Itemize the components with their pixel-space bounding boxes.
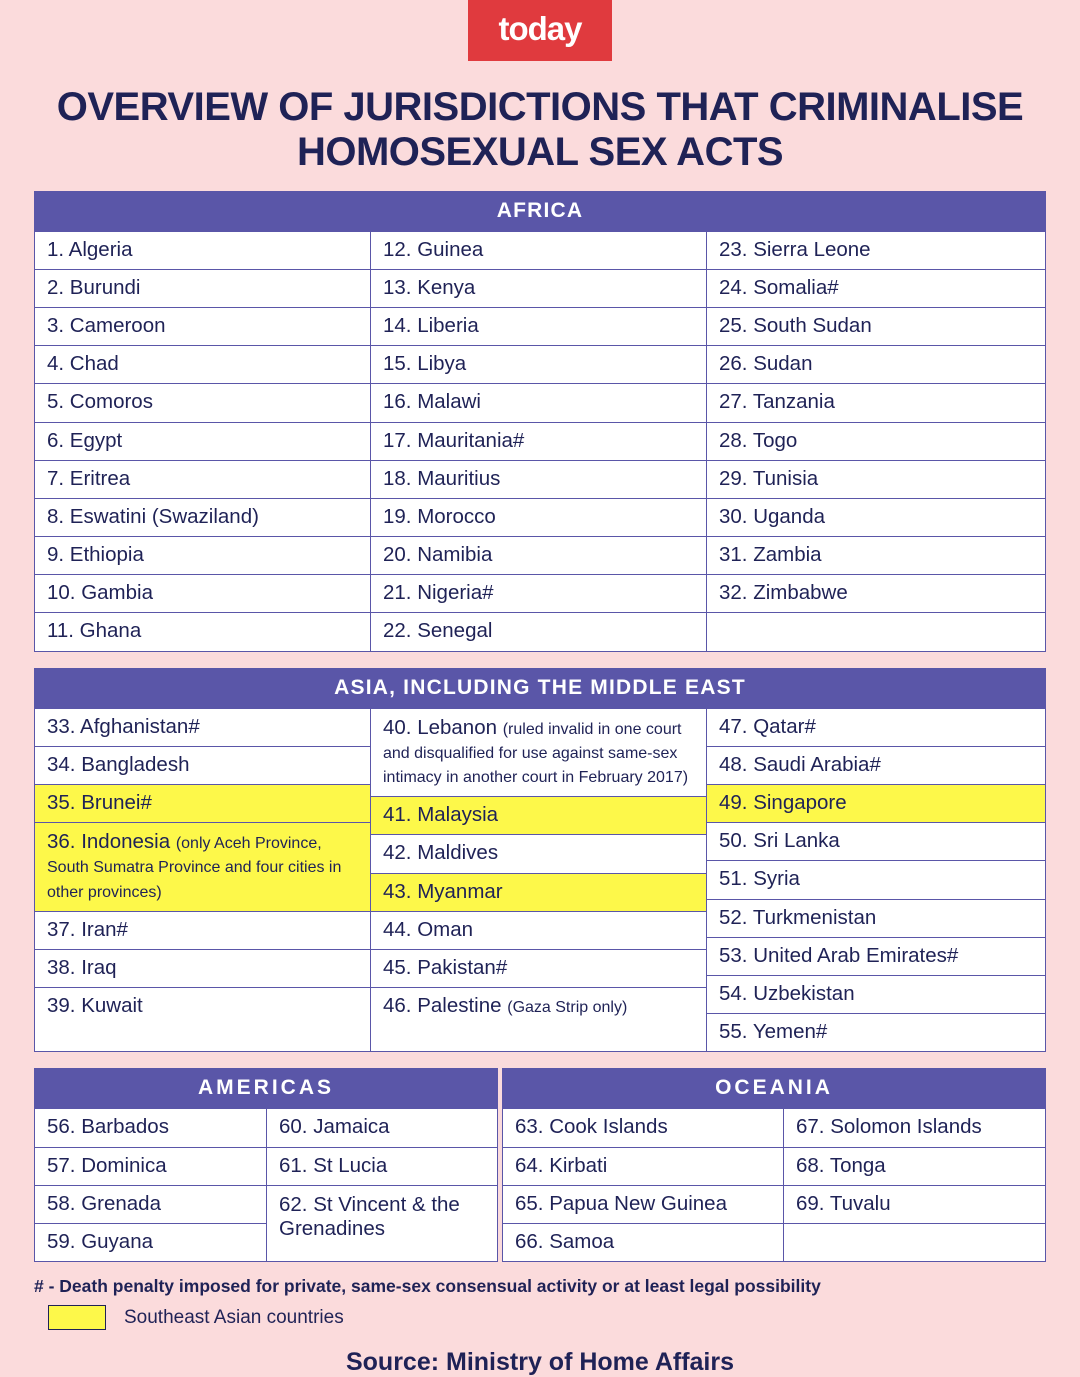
list-item: 13. Kenya [371,270,706,308]
list-item: 8. Eswatini (Swaziland) [35,499,370,537]
list-item-label: 38. Iraq [47,955,117,979]
list-item: 5. Comoros [35,384,370,422]
brand-logo-wrap [34,0,1046,61]
list-item: 28. Togo [707,423,1045,461]
list-item [707,823,1045,861]
list-item-label: 46. Palestine [383,994,502,1018]
list-item [707,747,1045,785]
section-asia [34,668,1046,1053]
list-item-label: 44. Oman [383,917,474,941]
list-item-note: (ruled invalid in one court and disqualified for use against same-sex intimacy in another court in February 2017) [383,720,689,787]
list-item: 25. South Sudan [707,308,1045,346]
list-item-label: 53. United Arab Emirates# [719,943,959,967]
list-item-label: 36. Indonesia [47,830,171,854]
table-africa [34,232,1046,652]
list-item: 27. Tanzania [707,384,1045,422]
list-item: 4. Chad [35,346,370,384]
footnote-death-penalty-label: # - Death penalty imposed for private, same-sex consensual activity or at least legal possibility [34,1276,821,1297]
list-item [35,950,370,988]
list-item: 60. Jamaica [267,1109,497,1147]
list-item: 3. Cameroon [35,308,370,346]
table-oceania [502,1109,1046,1262]
list-item [707,976,1045,1014]
list-item: 66. Samoa [515,1229,615,1253]
list-item: 16. Malawi [371,384,706,422]
list-item: 11. Ghana [47,619,142,643]
list-item: 64. Kirbati [503,1148,783,1186]
list-item-label: 54. Uzbekistan [719,981,855,1005]
list-item: 31. Zambia [707,537,1045,575]
list-item [707,938,1045,976]
section-oceania [498,1068,1046,1262]
list-item-label: 51. Syria [719,867,800,891]
section-header-oceania: OCEANIA [502,1068,1046,1109]
africa-column-1 [35,232,371,651]
list-item [35,988,370,1025]
list-item [35,912,370,950]
list-item: 10. Gambia [35,575,370,613]
table-asia [34,709,1046,1053]
list-item: 2. Burundi [35,270,370,308]
list-item: 1. Algeria [35,232,370,270]
asia-column-3 [707,709,1045,1052]
list-item: 6. Egypt [35,423,370,461]
footnotes [34,1276,1046,1330]
footnote-highlight-label: Southeast Asian countries [124,1306,344,1328]
list-item [707,861,1045,899]
list-item-highlighted [35,785,370,823]
list-item: 14. Liberia [371,308,706,346]
footnote-death-penalty [34,1276,1046,1297]
list-item-label: 33. Afghanistan# [47,714,200,738]
list-item-label: 34. Bangladesh [47,752,190,776]
list-item: 30. Uganda [707,499,1045,537]
list-item [707,1014,1045,1051]
list-item-label: 43. Myanmar [383,879,503,903]
list-item-highlighted [371,797,706,835]
bottom-regions [34,1068,1046,1262]
list-item: 23. Sierra Leone [707,232,1045,270]
americas-column-1 [35,1109,267,1261]
section-americas [34,1068,498,1262]
list-item-highlighted [35,823,370,912]
list-item: 58. Grenada [35,1186,266,1224]
section-header-africa: AFRICA [34,191,1046,232]
list-item: 12. Guinea [371,232,706,270]
africa-column-2 [371,232,707,651]
list-item [707,709,1045,747]
list-item-label: 55. Yemen# [719,1020,828,1044]
list-item: 19. Morocco [371,499,706,537]
list-item: 20. Namibia [371,537,706,575]
list-item: 62. St Vincent & the Grenadines [279,1192,460,1240]
oceania-column-1 [503,1109,784,1261]
list-item-note: (only Aceh Province, South Sumatra Province and four cities in other provinces) [47,835,342,901]
list-item: 22. Senegal [383,619,493,643]
asia-column-1 [35,709,371,1052]
oceania-column-2 [784,1109,1045,1261]
list-item [35,747,370,785]
list-item: 15. Libya [371,346,706,384]
list-item: 68. Tonga [784,1148,1045,1186]
list-item [371,835,706,873]
list-item-label: 41. Malaysia [383,803,499,827]
list-item: 24. Somalia# [707,270,1045,308]
list-item [371,709,706,798]
list-item: 29. Tunisia [707,461,1045,499]
list-item-label: 35. Brunei# [47,791,152,815]
list-item [371,988,706,1025]
list-item: 7. Eritrea [35,461,370,499]
list-item: 65. Papua New Guinea [503,1186,783,1224]
list-item: 67. Solomon Islands [784,1109,1045,1147]
list-item-label: 52. Turkmenistan [719,905,877,929]
list-item-highlighted [371,874,706,912]
list-item-label: 50. Sri Lanka [719,829,840,853]
asia-column-2 [371,709,707,1052]
list-item-label: 49. Singapore [719,791,847,815]
list-item-highlighted [707,785,1045,823]
list-item [371,950,706,988]
table-americas [34,1109,498,1262]
list-item-label: 47. Qatar# [719,714,816,738]
list-item: 21. Nigeria# [371,575,706,613]
list-item-empty [707,613,1045,647]
list-item: 17. Mauritania# [371,423,706,461]
list-item-empty [784,1224,1045,1258]
list-item: 59. Guyana [47,1229,153,1253]
section-africa [34,191,1046,652]
list-item-note: (Gaza Strip only) [507,999,628,1017]
list-item-label: 39. Kuwait [47,994,143,1018]
list-item: 18. Mauritius [371,461,706,499]
list-item: 57. Dominica [35,1148,266,1186]
list-item: 61. St Lucia [267,1148,497,1186]
source-credit: Source: Ministry of Home Affairs [345,1348,735,1377]
list-item-label: 45. Pakistan# [383,955,508,979]
yellow-swatch-icon [48,1305,106,1330]
list-item-label: 40. Lebanon [383,715,498,739]
footnote-highlight-legend [34,1305,1046,1330]
list-item [707,900,1045,938]
africa-column-3 [707,232,1045,651]
list-item: 56. Barbados [35,1109,266,1147]
list-item: 26. Sudan [707,346,1045,384]
section-header-americas: AMERICAS [34,1068,498,1109]
list-item: 32. Zimbabwe [707,575,1045,613]
list-item-label: 42. Maldives [383,841,499,865]
list-item: 63. Cook Islands [503,1109,783,1147]
list-item-label: 37. Iran# [47,917,128,941]
list-item [35,709,370,747]
list-item: 69. Tuvalu [784,1186,1045,1224]
section-header-asia: ASIA, INCLUDING THE MIDDLE EAST [34,668,1046,709]
americas-column-2 [267,1109,497,1261]
page-title: OVERVIEW OF JURISDICTIONS THAT CRIMINALISE HOMOSEXUAL SEX ACTS [56,85,1024,174]
list-item-label: 48. Saudi Arabia# [719,752,881,776]
list-item: 9. Ethiopia [35,537,370,575]
today-logo: today [468,0,611,61]
list-item [371,912,706,950]
